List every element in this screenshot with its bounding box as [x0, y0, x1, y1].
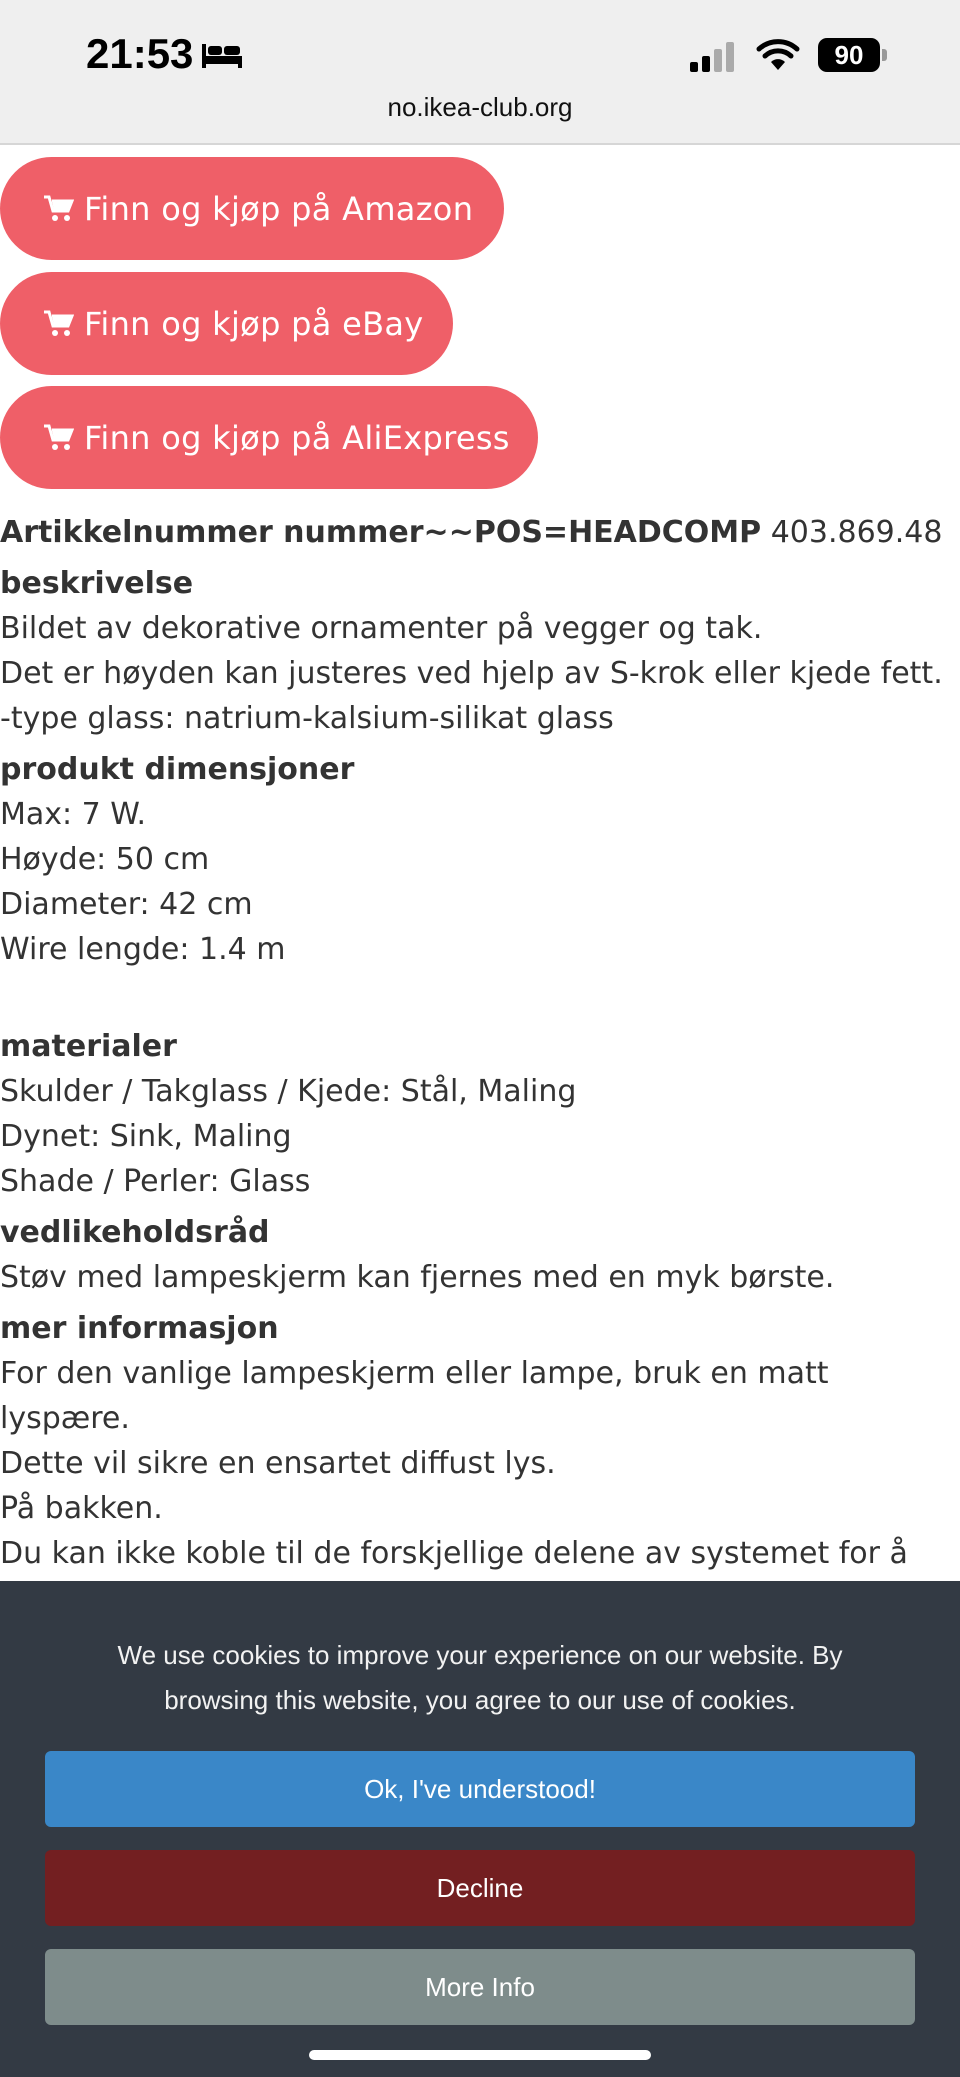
- more-info-line: På bakken.: [0, 1491, 163, 1526]
- cookie-message: We use cookies to improve your experience on our website. By browsing this website, you agree to our use of cookies.: [117, 1640, 843, 1715]
- more-info-button[interactable]: More Info: [45, 1949, 915, 2025]
- description-line: -type glass: natrium-kalsium-silikat glass: [0, 701, 614, 736]
- more-info-line: Dette vil sikre en ensartet diffust lys.: [0, 1446, 556, 1481]
- button-label: Finn og kjøp på eBay: [84, 304, 424, 343]
- care-heading: vedlikeholdsråd: [0, 1215, 270, 1250]
- materials-heading: materialer: [0, 1029, 177, 1064]
- button-label: Finn og kjøp på Amazon: [84, 189, 474, 228]
- buy-on-aliexpress-button[interactable]: [0, 386, 538, 489]
- wifi-icon: [756, 38, 800, 76]
- battery-cap: [882, 49, 887, 61]
- material-line: Shade / Perler: Glass: [0, 1164, 311, 1199]
- cookie-consent-banner: [0, 1581, 960, 2077]
- buy-on-ebay-button[interactable]: [0, 272, 453, 375]
- dimension-line: Max: 7 W.: [0, 797, 147, 832]
- description-line: Det er høyden kan justeres ved hjelp av S-krok eller kjede fett.: [0, 656, 943, 691]
- accept-cookies-button[interactable]: Ok, I've understood!: [45, 1751, 915, 1827]
- decline-cookies-button[interactable]: Decline: [45, 1850, 915, 1926]
- battery-indicator: 90: [818, 38, 880, 72]
- article-number-row: [0, 510, 960, 555]
- care-line: Støv med lampeskjerm kan fjernes med en myk børste.: [0, 1260, 835, 1295]
- status-bar: [0, 0, 960, 145]
- cellular-signal-icon: [690, 42, 736, 76]
- article-number-label: Artikkelnummer nummer~~POS=HEADCOMP: [0, 515, 762, 550]
- cart-icon: [44, 424, 74, 452]
- article-number-value: 403.869.48: [770, 515, 943, 550]
- buy-on-amazon-button[interactable]: [0, 157, 504, 260]
- address-bar-url[interactable]: no.ikea-club.org: [387, 92, 573, 122]
- dimension-line: Høyde: 50 cm: [0, 842, 210, 877]
- product-details: [0, 510, 960, 1621]
- dimension-line: Wire lengde: 1.4 m: [0, 932, 286, 967]
- more-info-line: For den vanlige lampeskjerm eller lampe, bruk en matt lyspære.: [0, 1356, 829, 1436]
- button-label: Finn og kjøp på AliExpress: [84, 418, 510, 457]
- dimensions-heading: produkt dimensjoner: [0, 752, 355, 787]
- dimension-line: Diameter: 42 cm: [0, 887, 253, 922]
- material-line: Dynet: Sink, Maling: [0, 1119, 292, 1154]
- more-info-heading: mer informasjon: [0, 1311, 279, 1346]
- material-line: Skulder / Takglass / Kjede: Stål, Maling: [0, 1074, 577, 1109]
- clock: 21:53: [86, 30, 194, 77]
- description-heading: beskrivelse: [0, 566, 194, 601]
- home-indicator[interactable]: [309, 2050, 651, 2060]
- sleep-mode-icon: [200, 40, 244, 74]
- description-line: Bildet av dekorative ornamenter på vegger og tak.: [0, 611, 763, 646]
- cart-icon: [44, 195, 74, 223]
- more-info-line: Du kan ikke koble til de forskjellige delene av systemet for å: [0, 1536, 908, 1571]
- cart-icon: [44, 310, 74, 338]
